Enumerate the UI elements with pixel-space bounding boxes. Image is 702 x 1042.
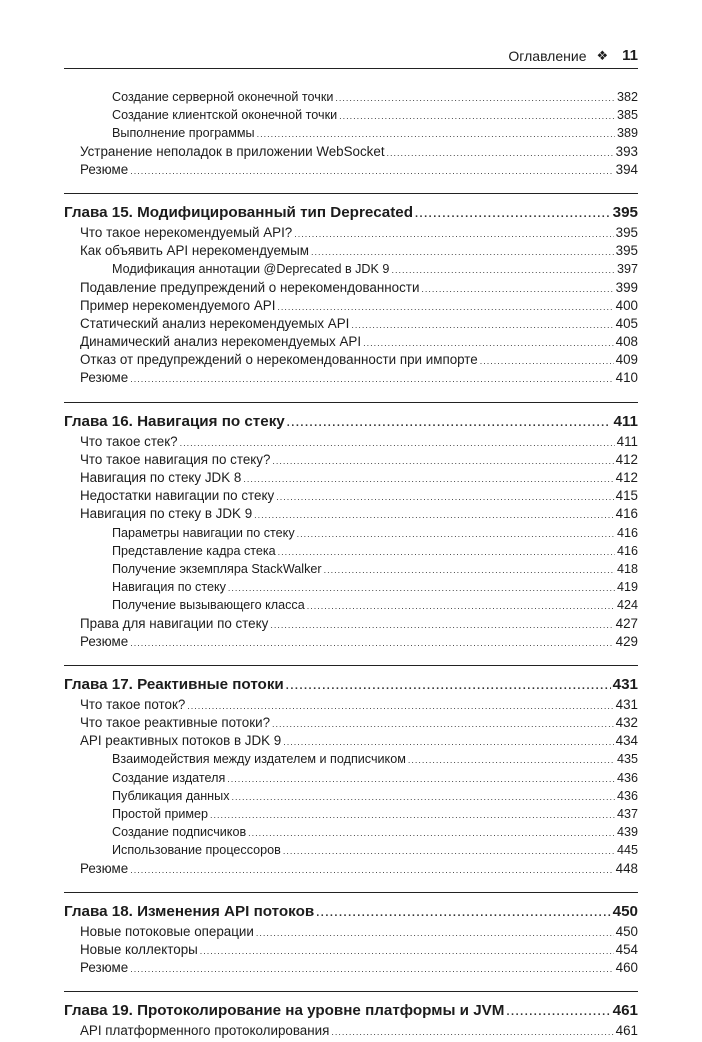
toc-section-entry[interactable]: [64, 297, 638, 315]
toc-entry-title: Резюме: [80, 370, 129, 386]
toc-chapter-block: [64, 892, 638, 978]
toc-entry-title: Выполнение программы: [112, 126, 255, 141]
toc-entry-title: Новые потоковые операции: [80, 923, 254, 939]
toc-entry-page: 450: [612, 902, 638, 920]
toc-entry-page: 454: [615, 941, 638, 957]
toc-subsection-entry[interactable]: [64, 260, 638, 278]
toc-entry-title: Как объявить API нерекомендуемым: [80, 243, 309, 259]
toc-entry-page: 412: [615, 451, 638, 467]
toc-entry-page: 410: [615, 370, 638, 386]
toc-section-entry[interactable]: [64, 860, 638, 878]
dot-leader: [331, 1023, 613, 1041]
dot-leader: [324, 561, 615, 579]
toc-section-entry[interactable]: [64, 333, 638, 351]
toc-chapter-block: [64, 88, 638, 179]
toc-subsection-entry[interactable]: [64, 750, 638, 768]
toc-entry-title: Создание клиентской оконечной точки: [112, 108, 338, 123]
dot-leader: [408, 751, 615, 769]
dot-leader: [130, 960, 613, 978]
toc-section-entry[interactable]: [64, 505, 638, 523]
toc-section-entry[interactable]: [64, 143, 638, 161]
toc-section-entry[interactable]: [64, 633, 638, 651]
toc-section-entry[interactable]: [64, 696, 638, 714]
toc-entry-page: 436: [616, 788, 638, 803]
toc-section-entry[interactable]: [64, 615, 638, 633]
dot-leader: [200, 942, 614, 960]
toc-entry-title: Недостатки навигации по стеку: [80, 488, 275, 504]
dot-leader: [480, 352, 614, 370]
dot-leader: [297, 525, 615, 543]
toc-entry-page: 424: [616, 598, 638, 613]
dot-leader: [311, 243, 614, 261]
toc-section-entry[interactable]: [64, 351, 638, 369]
toc-entry-page: 395: [615, 243, 638, 259]
toc-entry-title: Динамический анализ нерекомендуемых API: [80, 334, 362, 350]
toc-entry-page: 412: [615, 470, 638, 485]
toc-entry-page: 450: [615, 923, 638, 939]
toc-entry-page: 418: [616, 561, 638, 576]
toc-section-entry[interactable]: [64, 279, 638, 297]
dot-leader: [254, 506, 614, 524]
toc-chapter-block: [64, 991, 638, 1040]
toc-entry-page: 419: [616, 580, 638, 595]
toc-subsection-entry[interactable]: [64, 769, 638, 787]
toc-subsection-entry[interactable]: [64, 106, 638, 124]
dot-leader: [130, 370, 613, 388]
toc-entry-title: Отказ от предупреждений о нерекомендованности при импорте: [80, 352, 478, 368]
toc-entry-page: 427: [615, 615, 638, 631]
dot-leader: [257, 125, 615, 143]
dot-leader: [248, 824, 615, 842]
toc-subsection-entry[interactable]: [64, 88, 638, 106]
toc-entry-page: 437: [616, 807, 638, 821]
toc-chapter-heading[interactable]: [64, 202, 638, 224]
dot-leader: [286, 675, 611, 697]
table-of-contents: [64, 88, 638, 1041]
dot-leader: [130, 162, 613, 180]
toc-subsection-entry[interactable]: [64, 560, 638, 578]
toc-entry-page: 416: [615, 506, 638, 522]
toc-entry-title: Подавление предупреждений о нерекомендованности: [80, 279, 420, 295]
toc-entry-page: 393: [615, 143, 638, 159]
toc-entry-title: Пример нерекомендуемого API: [80, 297, 276, 313]
toc-section-entry[interactable]: [64, 224, 638, 242]
toc-entry-title: Права для навигации по стеку: [80, 615, 269, 631]
toc-entry-title: Навигация по стеку JDK 8: [80, 470, 242, 485]
toc-entry-page: 415: [615, 488, 638, 504]
dot-leader: [187, 697, 613, 715]
toc-entry-page: 435: [616, 752, 638, 767]
dot-leader: [272, 715, 614, 733]
toc-chapter-block: [64, 193, 638, 388]
running-head: [508, 46, 638, 66]
dot-leader: [283, 733, 613, 751]
toc-entry-title: Глава 18. Изменения API потоков: [64, 902, 315, 920]
dot-leader: [391, 261, 615, 279]
page-header: [64, 46, 638, 69]
toc-entry-title: Статический анализ нерекомендуемых API: [80, 315, 350, 331]
toc-entry-title: Навигация по стеку в JDK 9: [80, 506, 253, 522]
dot-leader: [130, 634, 613, 652]
toc-entry-title: Глава 17. Реактивные потоки: [64, 675, 284, 693]
toc-entry-title: Модификация аннотации @Deprecated в JDK 9: [112, 262, 390, 277]
toc-entry-page: 431: [615, 696, 638, 712]
toc-entry-title: Что такое навигация по стеку?: [80, 451, 271, 467]
toc-entry-title: Взаимодействия между издателем и подписчиком: [112, 752, 406, 767]
toc-subsection-entry[interactable]: [64, 124, 638, 142]
toc-entry-page: 389: [616, 126, 638, 141]
dot-leader: [256, 924, 614, 942]
toc-entry-page: 445: [616, 843, 638, 858]
toc-section-entry[interactable]: [64, 161, 638, 179]
toc-entry-title: Резюме: [80, 161, 129, 177]
section-title: Оглавление: [508, 48, 587, 64]
dot-leader: [276, 488, 613, 506]
dot-leader: [294, 225, 613, 243]
dot-leader: [270, 616, 613, 634]
toc-entry-page: 395: [615, 224, 638, 240]
toc-chapter-block: [64, 665, 638, 878]
toc-entry-title: Что такое стек?: [80, 433, 178, 449]
chapter-divider: [64, 402, 638, 403]
toc-entry-page: 400: [615, 297, 638, 313]
dot-leader: [180, 434, 615, 452]
toc-entry-page: 434: [615, 733, 638, 749]
dot-leader: [421, 280, 613, 298]
toc-entry-page: 385: [616, 108, 638, 123]
toc-entry-title: Создание издателя: [112, 770, 226, 785]
toc-entry-title: Навигация по стеку: [112, 580, 226, 595]
toc-entry-title: API реактивных потоков в JDK 9: [80, 733, 282, 749]
dot-leader: [210, 806, 615, 824]
dot-leader: [228, 579, 615, 597]
toc-entry-title: Устранение неполадок в приложении WebSocket: [80, 143, 385, 159]
chapter-divider: [64, 892, 638, 893]
toc-section-entry[interactable]: [64, 369, 638, 387]
toc-entry-title: Резюме: [80, 860, 129, 876]
dot-leader: [351, 316, 613, 334]
page-number: 11: [622, 47, 638, 64]
toc-section-entry[interactable]: [64, 959, 638, 977]
toc-entry-title: Представление кадра стека: [112, 543, 276, 558]
toc-entry-title: Получение вызывающего класса: [112, 598, 305, 613]
dot-leader: [243, 470, 613, 488]
toc-entry-page: 408: [615, 334, 638, 350]
toc-entry-title: Что такое реактивные потоки?: [80, 715, 271, 731]
toc-entry-page: 382: [616, 90, 638, 104]
dot-leader: [130, 861, 613, 879]
toc-entry-title: Резюме: [80, 960, 129, 976]
toc-entry-page: 399: [615, 279, 638, 295]
toc-chapter-block: [64, 402, 638, 651]
toc-section-entry[interactable]: [64, 941, 638, 959]
toc-entry-page: 416: [616, 525, 638, 540]
toc-entry-page: 436: [616, 770, 638, 785]
toc-entry-title: Создание подписчиков: [112, 825, 247, 840]
ornament-icon: ❖: [596, 48, 609, 63]
toc-entry-title: Что такое поток?: [80, 696, 186, 712]
toc-section-entry[interactable]: [64, 433, 638, 451]
toc-section-entry[interactable]: [64, 469, 638, 487]
dot-leader: [363, 334, 614, 352]
toc-entry-title: Получение экземпляра StackWalker: [112, 561, 322, 576]
toc-entry-title: Использование процессоров: [112, 843, 281, 858]
toc-entry-page: 397: [616, 262, 638, 277]
dot-leader: [307, 597, 615, 615]
toc-section-entry[interactable]: [64, 714, 638, 732]
toc-entry-page: 461: [615, 1023, 638, 1039]
dot-leader: [283, 842, 615, 860]
toc-subsection-entry[interactable]: [64, 787, 638, 805]
toc-entry-title: Создание серверной оконечной точки: [112, 90, 334, 104]
toc-section-entry[interactable]: [64, 923, 638, 941]
dot-leader: [278, 543, 615, 561]
dot-leader: [287, 412, 612, 434]
dot-leader: [272, 452, 613, 470]
toc-entry-title: API платформенного протоколирования: [80, 1023, 330, 1039]
toc-entry-title: Что такое нерекомендуемый API?: [80, 224, 293, 240]
toc-entry-page: 411: [613, 412, 638, 430]
toc-subsection-entry[interactable]: [64, 805, 638, 823]
toc-entry-page: 429: [615, 633, 638, 649]
toc-chapter-heading[interactable]: [64, 1000, 638, 1022]
toc-entry-page: 411: [616, 433, 638, 449]
dot-leader: [415, 203, 611, 225]
toc-entry-page: 460: [615, 960, 638, 976]
toc-section-entry[interactable]: [64, 315, 638, 333]
toc-entry-page: 432: [615, 715, 638, 731]
dot-leader: [232, 788, 615, 806]
toc-entry-page: 439: [616, 825, 638, 840]
toc-section-entry[interactable]: [64, 451, 638, 469]
toc-entry-page: 394: [615, 161, 638, 177]
toc-subsection-entry[interactable]: [64, 841, 638, 859]
toc-section-entry[interactable]: [64, 732, 638, 750]
chapter-divider: [64, 991, 638, 992]
toc-subsection-entry[interactable]: [64, 578, 638, 596]
toc-section-entry[interactable]: [64, 487, 638, 505]
toc-entry-page: 416: [616, 543, 638, 558]
toc-subsection-entry[interactable]: [64, 524, 638, 542]
toc-entry-page: 409: [615, 352, 638, 368]
toc-entry-title: Глава 15. Модифицированный тип Deprecated: [64, 203, 413, 221]
dot-leader: [277, 298, 613, 316]
toc-entry-title: Глава 19. Протоколирование на уровне платформы и JVM: [64, 1002, 505, 1020]
toc-subsection-entry[interactable]: [64, 823, 638, 841]
toc-entry-page: 431: [612, 675, 638, 693]
dot-leader: [506, 1001, 610, 1023]
dot-leader: [316, 902, 610, 924]
toc-entry-title: Глава 16. Навигация по стеку: [64, 412, 285, 430]
toc-entry-page: 405: [615, 315, 638, 331]
toc-entry-title: Новые коллекторы: [80, 941, 198, 957]
toc-section-entry[interactable]: [64, 1022, 638, 1040]
toc-entry-title: Публикация данных: [112, 788, 230, 803]
toc-entry-page: 448: [615, 860, 638, 876]
toc-entry-title: Резюме: [80, 633, 129, 649]
chapter-divider: [64, 193, 638, 194]
toc-entry-title: Параметры навигации по стеку: [112, 525, 295, 540]
toc-chapter-heading[interactable]: [64, 411, 638, 433]
dot-leader: [339, 107, 615, 125]
toc-subsection-entry[interactable]: [64, 542, 638, 560]
dot-leader: [335, 89, 615, 107]
toc-chapter-heading[interactable]: [64, 674, 638, 696]
dot-leader: [227, 770, 615, 788]
toc-section-entry[interactable]: [64, 242, 638, 260]
chapter-divider: [64, 665, 638, 666]
toc-chapter-heading[interactable]: [64, 901, 638, 923]
toc-subsection-entry[interactable]: [64, 596, 638, 614]
toc-entry-title: Простой пример: [112, 807, 209, 821]
toc-entry-page: 395: [612, 203, 638, 221]
dot-leader: [387, 144, 614, 162]
toc-entry-page: 461: [612, 1002, 638, 1020]
